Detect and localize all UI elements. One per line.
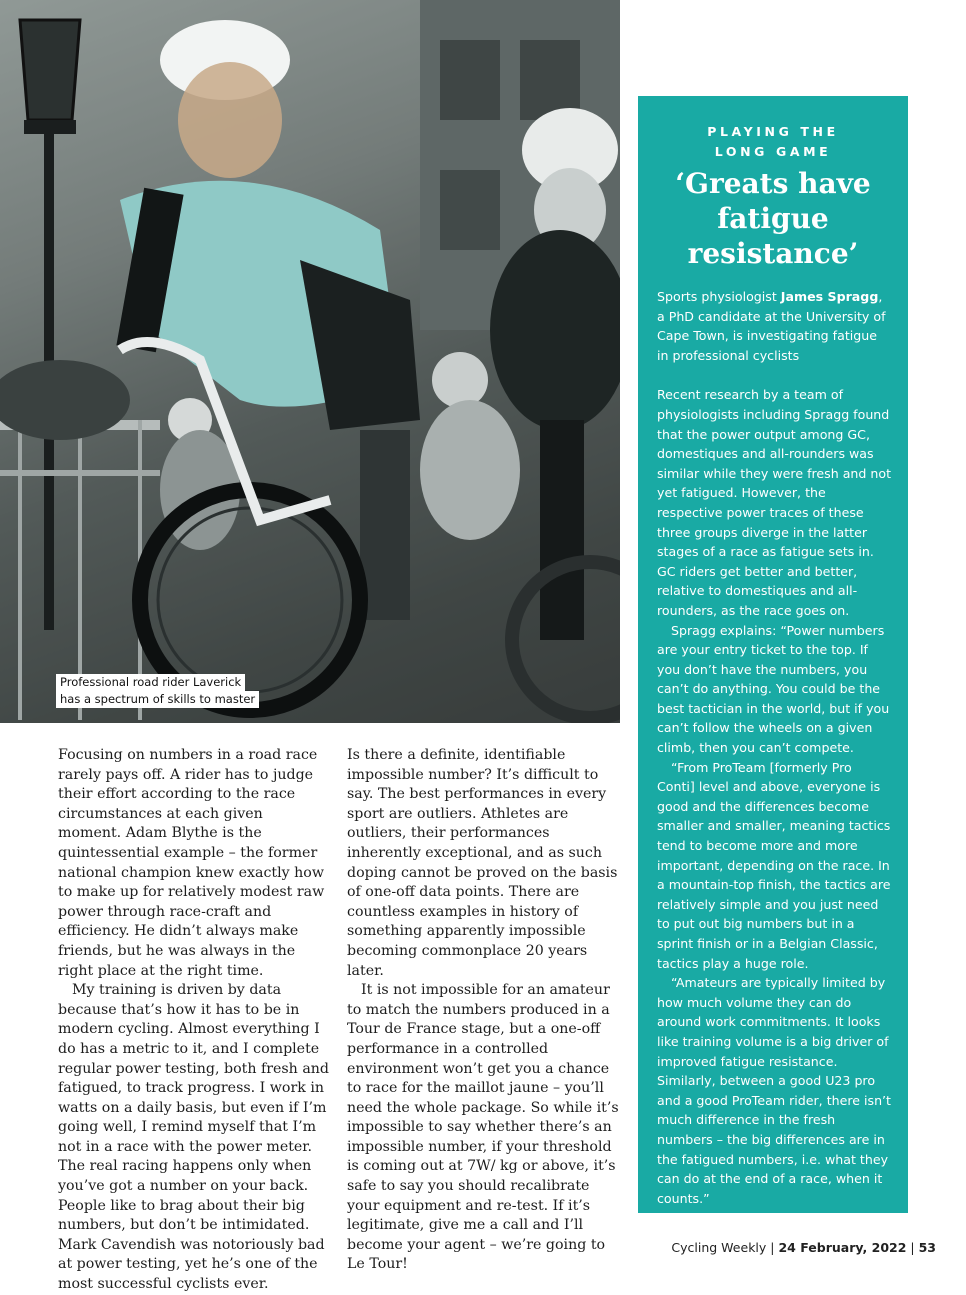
separator: | [906,1240,919,1255]
intro-text: Sports physiologist [657,289,781,304]
sidebar-body [657,385,892,1208]
intro-name: James Spragg [780,289,879,304]
article-column-2 [347,746,619,1275]
paragraph: Is there a definite, identifiable impossible number? It’s difficult to say. The best performances in every sport are outliers. Athletes are outliers, their performances inherently exceptional, and as such doping cannot be proved on the basis of one-off data points. There are countless examples in history of something apparently impossible becoming commonplace 20 years later. [347,747,618,979]
kicker-line-2: LONG GAME [714,144,832,159]
caption-line-1: Professional road rider Laverick [56,674,245,691]
headline-line-1: ‘Greats have [675,167,871,200]
paragraph: It is not impossible for an amateur to match the numbers produced in a Tour de France stage, but a one-off performance in a controlled environment won’t get you a chance to race for the maillot jaune – you’ll need the whole package. So while it’s impossible to say whether there’s an impossible number, if your threshold is coming out at 7W/ kg or above, it’s safe to say you should recalibrate your equipment and re-test. If it’s legitimate, give me a call and I’ll become your agent – we’re going to Le Tour! [347,982,619,1273]
kicker-line-1: PLAYING THE [707,124,839,139]
page-number: 53 [918,1240,936,1255]
sidebar-headline [638,166,908,271]
sidebar-box [638,96,908,1213]
issue-date: 24 February, 2022 [778,1240,907,1255]
sidebar-intro [657,287,890,365]
paragraph: “Amateurs are typically limited by how much volume they can do around work commitments. It looks like training volume is a big driver of improved fatigue resistance. Similarly, between a good U23 pro and a good ProTeam rider, there isn’t much difference in the fresh numbers – the big differences are in the fatigued numbers, i.e. what they can do at the end of a race, when it counts.” [657,975,891,1206]
intro-text: , a PhD candidate at the University of Cape Town, is investigating fatigue in professional cyclists [657,289,886,363]
paragraph: Recent research by a team of physiologists including Spragg found that the power output among GC, domestiques and all-rounders was similar while they were fresh and not yet fatigued. However, the respective power traces of these three groups diverge in the latter stages of a race as fatigue sets in. GC riders get better and better, relative to domestiques and all-rounders, as the race goes on. [657,387,892,618]
paragraph: My training is driven by data because that’s how it has to be in modern cycling. Almost everything I do has a metric to it, and I complete regular power testing, both fresh and fatigued, to track progress. I work in watts on a daily basis, but even if I’m going well, I remind myself that I’m not in a race with the power meter. The real racing happens only when you’ve got a number on your back. People like to brag about their big numbers, but don’t be intimidated. Mark Cavendish was notoriously bad at power testing, yet he’s one of the most successful cyclists ever. [58,982,330,1293]
separator: | [766,1240,779,1255]
caption-line-2: has a spectrum of skills to master [56,691,259,708]
paragraph: Focusing on numbers in a road race rarely pays off. A rider has to judge their effort according to the race circumstances at each given moment. Adam Blythe is the quintessential example – the former national champion knew exactly how to make up for relatively modest raw power through race-craft and efficiency. He didn’t always make friends, but he was always in the right place at the right time. [58,747,325,979]
magazine-name: Cycling Weekly [671,1240,767,1255]
paragraph: “From ProTeam [formerly Pro Conti] level and above, everyone is good and the differences become smaller and smaller, meaning tactics tend to become more and more important, depending on the race. In a mountain-top finish, the tactics are relatively simple and you just need to put out big numbers but in a sprint finish or in a Belgian Classic, tactics play a huge role. [657,759,891,971]
paragraph: Spragg explains: “Power numbers are your entry ticket to the top. If you don’t have the numbers, you can’t do anything. You could be the best tactician in the world, but if you can’t follow the wheels on a given climb, then you can’t compete. [657,622,890,756]
article-column-1 [58,746,330,1295]
sidebar-kicker [638,122,908,162]
cyclist-photo [0,0,620,723]
photo-illustration [0,0,620,723]
photo-caption [56,674,259,708]
headline-line-2: fatigue [717,202,829,235]
page-folio [671,1240,936,1255]
headline-line-3: resistance’ [687,237,859,270]
